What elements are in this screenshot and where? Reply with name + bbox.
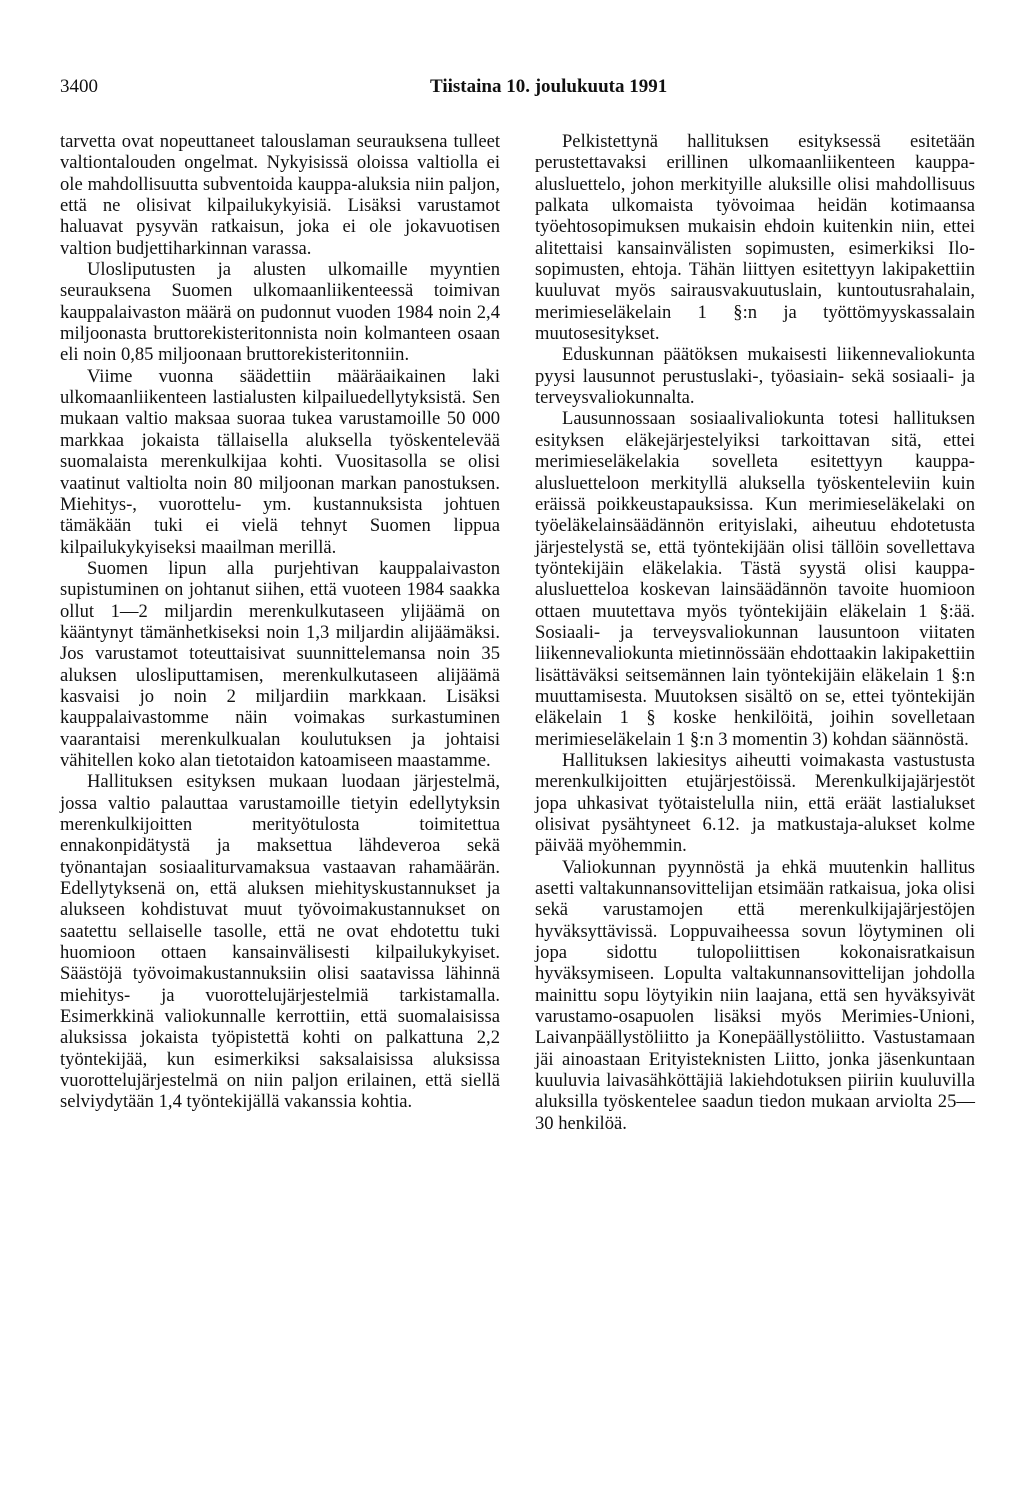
page-header [60,76,960,100]
right-paragraph-5: Valiokunnan pyynnöstä ja ehkä muutenkin hallitus asetti valtakunnansovittelijan etsimään ratkaisua, joka olisi sekä varustamojen että merenkulkijajärjestöjen hyväksyttävissä. Loppuvaiheessa sovun löytyminen oli jopa sidottu tulopoliittisen kokonaisratkaisun hyväksymiseen. Lopulta valtakunnansovittelijan johdolla mainittu sopu löytyikin niin laajana, että sen hyväksyivät varustamo-osapuolen lisäksi myös Merimies-Unioni, Laivanpäällystöliitto ja Konepäällystöliitto. Vastustamaan jäi ainoastaan Erityisteknisten Liitto, jonka jäsenkuntaan kuuluvia laivasähköttäjiä lakiehdotuksen piiriin kuuluvilla aluksilla työskentelee saadun tiedon mukaan arviolta 25—30 henkilöä. [535,856,975,1134]
left-paragraph-3: Viime vuonna säädettiin määräaikainen laki ulkomaanliikenteen lastialusten kilpailuedellytyksistä. Sen mukaan valtio maksaa suoraa tukea varustamoille 50 000 markkaa jokaista tällaisella aluksella työskentelevää suomalaista merenkulkijaa kohti. Vuositasolla se olisi vaatinut valtiolta noin 80 miljoonan markan panostuksen. Miehitys-, vuorottelu- ym. kustannuksista johtuen tämäkään tuki ei vielä tehnyt Suomen lippua kilpailukykyiseksi maailman merillä. [60,365,500,558]
right-paragraph-3: Lausunnossaan sosiaalivaliokunta totesi hallituksen esityksen eläkejärjestelyiksi tarkoittavan sitä, ettei merimieseläkelakia sovelleta esitettyyn kauppa-alusluetteloon merkityllä aluksella työskenteleviin kuin eräissä poikkeustapauksissa. Kun merimieseläkelaki on työeläkelainsäädännön erityislaki, aiheutuu ehdotetusta järjestelystä se, että työntekijään olisi tällöin sovellettava työntekijäin eläkelakia. Tästä syystä olisi kauppa-alusluetteloa koskevan lainsäädännön tavoite huomioon ottaen muutettava myös työntekijäin eläkelain 1 §:ää. Sosiaali- ja terveysvaliokunnan lausuntoon viitaten liikennevaliokunta mietinnössään ehdottaakin lakipakettiin lisättäväksi seitsemännen lain työntekijäin eläkelain 1 §:n muuttamisesta. Muutoksen sisältö on se, ettei työntekijän eläkelain 1 § koske henkilöitä, joihin sovelletaan merimieseläkelain 1 §:n 3 momentin 3) kohdan säännöstä. [535,408,975,750]
right-column [535,131,975,1134]
right-paragraph-4: Hallituksen lakiesitys aiheutti voimakasta vastustusta merenkulkijoitten etujärjestöissä. Merenkulkijajärjestöt jopa uhkasivat työtaistelulla niin, että eräät lastialukset olisivat pysähtyneet 6.12. ja matkustaja-alukset kolme päivää myöhemmin. [535,749,975,857]
left-column [60,131,500,1113]
left-paragraph-5: Hallituksen esityksen mukaan luodaan järjestelmä, jossa valtio palauttaa varustamoille tietyin edellytyksin merenkulkijoitten merityötulosta toimitettua ennakonpidätystä ja maksettua lähdeveroa sekä työnantajan sosiaaliturvamaksua vastaavan rahamäärän. Edellytyksenä on, että aluksen miehityskustannukset ja alukseen kohdistuvat muut työvoimakustannukset on saatettu sellaiselle tasolle, että ne ovat ehdotettu tuki huomioon ottaen kansainvälisesti kilpailukykyiset. Säästöjä työvoimakustannuksiin olisi saatavissa lähinnä miehitys- ja vuorottelujärjestelmiä tarkistamalla. Esimerkkinä valiokunnalle kerrottiin, että suomalaisissa aluksissa jokaista työpistettä kohti on palkattuna 2,2 työntekijää, kun esimerkiksi saksalaisissa aluksissa vuorottelujärjestelmä on niin paljon erilainen, että siellä selviydytään 1,4 työntekijällä vakanssia kohtia. [60,771,500,1113]
left-paragraph-2: Ulosliputusten ja alusten ulkomaille myyntien seurauksena Suomen ulkomaanliikenteessä toimivan kauppalaivaston määrä on pudonnut vuoden 1984 noin 2,4 miljoonasta bruttorekisteritonnista noin kolmanteen osaan eli noin 0,85 miljoonaan bruttorekisteritonniin. [60,259,500,366]
page-number: 3400 [60,76,98,97]
issue-date: Tiistaina 10. joulukuuta 1991 [430,76,668,97]
right-paragraph-2: Eduskunnan päätöksen mukaisesti liikennevaliokunta pyysi lausunnot perustuslaki-, työasiain- sekä sosiaali- ja terveysvaliokunnalta. [535,344,975,409]
right-paragraph-1: Pelkistettynä hallituksen esityksessä esitetään perustettavaksi erillinen ulkomaanliikenteen kauppa-alusluettelo, johon merkityille aluksille olisi mahdollisuus palkata ulkomaista työvoimaa heidän kotimaansa työehtosopimuksen mukaisin ehdoin kuitenkin niin, ettei alitettaisi kansainvälisten sopimusten, esimerkiksi Ilo-sopimusten, ehtoja. Tähän liittyen esitettyyn lakipakettiin kuuluvat myös sairausvakuutuslain, kuntoutusrahalain, merimieseläkelain 1 §:n ja työttömyyskassalain muutosesitykset. [535,131,975,345]
left-paragraph-4: Suomen lipun alla purjehtivan kauppalaivaston supistuminen on johtanut siihen, että vuoteen 1984 saakka ollut 1—2 miljardin merenkulkutaseen ylijäämä on kääntynyt tämänhetkiseksi noin 1,3 miljardin alijäämäksi. Jos varustamot toteuttaisivat suunnittelemansa noin 35 aluksen ulosliputtamisen, merenkulkutaseen alijäämä kasvaisi jo noin 2 miljardiin markkaan. Lisäksi kauppalaivastomme näin voimakas surkastuminen vaarantaisi merenkulkualan koulutuksen ja johtaisi vähitellen koko alan tietotaidon katoamiseen maastamme. [60,557,500,771]
left-paragraph-1: tarvetta ovat nopeuttaneet talouslaman seurauksena tulleet valtiontalouden ongelmat. Nykyisissä oloissa valtiolla ei ole mahdollisuutta subventoida kauppa-aluksia niin paljon, että ne olisivat kilpailukykyisiä. Lisäksi varustamot haluavat pysyvän ratkaisun, joka ei ole jokavuotisen valtion budjettiharkinnan varassa. [60,131,500,259]
